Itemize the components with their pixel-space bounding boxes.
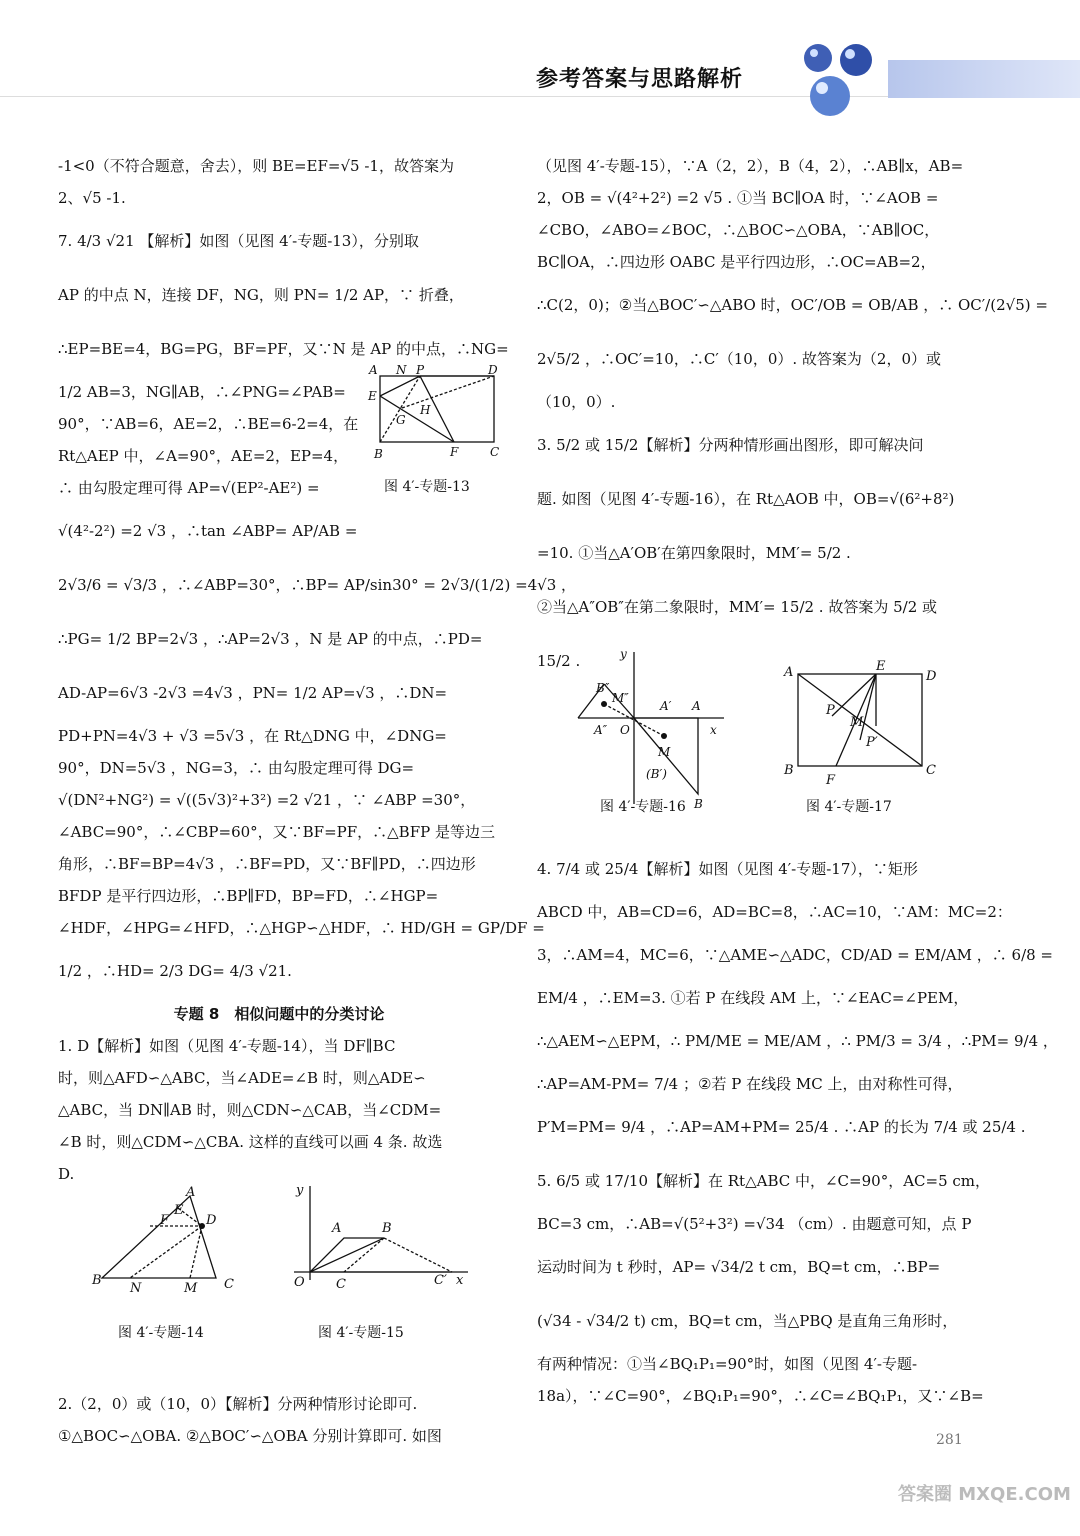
text-line: -1<0（不符合题意，舍去），则 BE=EF=√5 -1，故答案为 bbox=[58, 157, 454, 175]
text-line: BC∥OA，∴四边形 OABC 是平行四边形，∴OC=AB=2， bbox=[537, 253, 936, 271]
fig16-label: B″ bbox=[596, 681, 610, 695]
fig13-label: P bbox=[416, 363, 425, 377]
fig17-label: D bbox=[926, 669, 937, 684]
text-line: 2.（2，0）或（10，0）【解析】分两种情形讨论即可. bbox=[58, 1395, 418, 1413]
text-line: AD-AP=6√3 -2√3 =4√3 ，PN= 1/2 AP=√3 ，∴DN= bbox=[58, 684, 448, 702]
fig16-label: A′ bbox=[660, 699, 672, 713]
fig14-label: C bbox=[224, 1277, 234, 1292]
text-line: BC=3 cm，∴AB=√(5²+3²) =√34 （cm）. 由题意可知，点 P bbox=[537, 1215, 972, 1233]
text-line: ∠CBO，∠ABO=∠BOC，∴△BOC∽△OBA，∵AB∥OC， bbox=[537, 221, 940, 239]
section-title: 专题 8 相似问题中的分类讨论 bbox=[173, 1005, 385, 1023]
text-line: 有两种情况：①当∠BQ₁P₁=90°时，如图（见图 4′-专题- bbox=[537, 1355, 918, 1373]
watermark: 答案圈 MXQE.COM bbox=[898, 1484, 1071, 1505]
fig13-label: E bbox=[368, 389, 377, 403]
text-line: ①△BOC∽△OBA. ②△BOC′∽△OBA 分别计算即可. 如图 bbox=[58, 1427, 442, 1445]
text-line: 4. 7/4 或 25/4【解析】如图（见图 4′-专题-17），∵矩形 bbox=[537, 860, 918, 878]
text-line: AP 的中点 N，连接 DF，NG，则 PN= 1/2 AP，∵ 折叠， bbox=[58, 286, 464, 304]
figure-14 bbox=[90, 1186, 250, 1296]
text-line: BFDP 是平行四边形，∴BP∥FD，BP=FD，∴∠HGP= bbox=[58, 887, 439, 905]
fig17-label: B bbox=[784, 763, 794, 778]
figure-16-caption: 图 4′-专题-16 bbox=[600, 799, 686, 815]
text-line: ∠HDF，∠HPG=∠HFD，∴△HGP∽△HDF，∴ HD/GH = GP/DF = bbox=[58, 919, 545, 937]
text-line: ∴PG= 1/2 BP=2√3 ，∴AP=2√3 ，N 是 AP 的中点，∴PD= bbox=[58, 630, 483, 648]
text-line: ∴C(2，0)；②当△BOC′∽△ABO 时，OC′/OB = OB/AB ，∴ OC′/(2√5) = bbox=[537, 296, 1048, 314]
figure-15 bbox=[284, 1180, 474, 1290]
fig16-label: x bbox=[710, 723, 717, 737]
text-line: 7. 4/3 √21 【解析】如图（见图 4′-专题-13），分别取 bbox=[58, 232, 419, 250]
fig16-label: M″ bbox=[612, 691, 629, 705]
fig16-label: B bbox=[694, 797, 703, 811]
fig15-label: A bbox=[332, 1221, 342, 1236]
text-line: （10，0）. bbox=[537, 393, 616, 411]
fig13-label: N bbox=[396, 363, 407, 377]
text-line: ∴AP=AM-PM= 7/4 ；②若 P 在线段 MC 上，由对称性可得， bbox=[537, 1075, 963, 1093]
fig17-label: P bbox=[826, 703, 835, 718]
fig13-label: H bbox=[420, 403, 431, 417]
fig14-label: M bbox=[184, 1281, 198, 1296]
fig13-label: G bbox=[396, 413, 406, 427]
text-line: √(4²-2²) =2 √3 ，∴tan ∠ABP= AP/AB = bbox=[58, 522, 358, 540]
figure-15-caption: 图 4′-专题-15 bbox=[318, 1325, 404, 1341]
fig16-label: (B′) bbox=[646, 767, 667, 781]
text-line: ②当△A″OB″在第二象限时，MM′= 15/2 . 故答案为 5/2 或 bbox=[537, 598, 938, 616]
fig17-label: A bbox=[784, 665, 794, 680]
text-line: 角形，∴BF=BP=4√3 ，∴BF=PD，又∵BF∥PD，∴四边形 bbox=[58, 855, 476, 873]
text-line: △ABC，当 DN∥AB 时，则△CDN∽△CAB，当∠CDM= bbox=[58, 1101, 442, 1119]
figure-13-caption: 图 4′-专题-13 bbox=[384, 479, 470, 495]
fig14-label: D bbox=[206, 1213, 217, 1228]
text-line: 3，∴AM=4，MC=6，∵△AME∽△ADC，CD/AD = EM/AM ，∴ 6/8 = bbox=[537, 946, 1053, 964]
figure-13 bbox=[366, 362, 502, 472]
text-line: 2√5/2 ，∴OC′=10，∴C′（10，0）. 故答案为（2，0）或 bbox=[537, 350, 941, 368]
fig14-label: B bbox=[92, 1273, 102, 1288]
fig14-label: N bbox=[130, 1281, 142, 1296]
text-line: =10. ①当△A′OB′在第四象限时，MM′= 5/2 . bbox=[537, 544, 851, 562]
text-line: Rt△AEP 中，∠A=90°，AE=2，EP=4， bbox=[58, 447, 349, 465]
text-line: 1/2 AB=3，NG∥AB，∴∠PNG=∠PAB= bbox=[58, 383, 346, 401]
text-line: 2，OB = √(4²+2²) =2 √5 . ①当 BC∥OA 时，∵∠AOB = bbox=[537, 189, 939, 207]
fig16-label: O bbox=[620, 723, 630, 737]
figure-17-caption: 图 4′-专题-17 bbox=[806, 799, 892, 815]
page-header-title: 参考答案与思路解析 bbox=[536, 67, 744, 92]
figure-17 bbox=[780, 656, 950, 796]
text-line: 1/2 ，∴HD= 2/3 DG= 4/3 √21. bbox=[58, 962, 292, 980]
text-line: 90°，∵AB=6，AE=2，∴BE=6-2=4，在 bbox=[58, 415, 359, 433]
fig15-label: B bbox=[382, 1221, 392, 1236]
figure-16 bbox=[574, 644, 734, 812]
text-line: 时，则△AFD∽△ABC，当∠ADE=∠B 时，则△ADE∽ bbox=[58, 1069, 426, 1087]
text-line: 2√3/6 = √3/3 ，∴∠ABP=30°，∴BP= AP/sin30° = 2√3/(1/2) =4√3 ， bbox=[58, 576, 577, 594]
text-line: 18a），∵∠C=90°，∠BQ₁P₁=90°，∴∠C=∠BQ₁P₁，又∵∠B= bbox=[537, 1387, 984, 1405]
text-line: （见图 4′-专题-15），∵A（2，2），B（4，2），∴AB∥x，AB= bbox=[537, 157, 964, 175]
text-line: (√34 - √34/2 t) cm，BQ=t cm，当△PBQ 是直角三角形时， bbox=[537, 1312, 958, 1330]
text-line: 5. 6/5 或 17/10【解析】在 Rt△ABC 中，∠C=90°，AC=5 cm， bbox=[537, 1172, 991, 1190]
text-line: P′M=PM= 9/4 ，∴AP=AM+PM= 25/4 . ∴AP 的长为 7/4 或 25/4 . bbox=[537, 1118, 1026, 1136]
fig14-label: A bbox=[186, 1185, 196, 1200]
fig16-label: M bbox=[658, 745, 671, 759]
fig17-label: E bbox=[876, 659, 886, 674]
fig13-label: C bbox=[490, 445, 500, 459]
fig13-label: A bbox=[369, 363, 378, 377]
text-line: ∴△AEM∽△EPM，∴ PM/ME = ME/AM ，∴ PM/3 = 3/4 ，∴PM= 9/4 ， bbox=[537, 1032, 1058, 1050]
fig15-label: y bbox=[296, 1183, 304, 1198]
text-line: ∴ 由勾股定理可得 AP=√(EP²-AE²) = bbox=[58, 479, 320, 497]
fig13-label: F bbox=[450, 445, 459, 459]
text-line: 题. 如图（见图 4′-专题-16），在 Rt△AOB 中，OB=√(6²+8²) bbox=[537, 490, 955, 508]
text-line: 1. D【解析】如图（见图 4′-专题-14），当 DF∥BC bbox=[58, 1037, 396, 1055]
fig15-label: O bbox=[294, 1275, 305, 1290]
fig16-label: y bbox=[620, 647, 627, 661]
text-line: √(DN²+NG²) = √((5√3)²+3²) =2 √21 ，∵ ∠ABP =30°， bbox=[58, 791, 476, 809]
text-line: ∴EP=BE=4，BG=PG，BF=PF，又∵N 是 AP 的中点，∴NG= bbox=[58, 340, 509, 358]
text-line: PD+PN=4√3 + √3 =5√3 ，在 Rt△DNG 中，∠DNG= bbox=[58, 727, 447, 745]
fig17-label: M bbox=[850, 715, 864, 730]
fig15-label: x bbox=[456, 1273, 464, 1288]
text-line: D. bbox=[58, 1165, 75, 1183]
fig17-label: F bbox=[826, 773, 836, 788]
header-accent-bar bbox=[888, 60, 1080, 98]
text-line: 3. 5/2 或 15/2【解析】分两种情形画出图形，即可解决问 bbox=[537, 436, 924, 454]
right-lower-text bbox=[537, 842, 1058, 1412]
fig14-label: E bbox=[174, 1203, 184, 1218]
text-line: 15/2 . bbox=[537, 652, 581, 670]
text-line: ∠B 时，则△CDM∽△CBA. 这样的直线可以画 4 条. 故选 bbox=[58, 1133, 443, 1151]
fig17-label: P′ bbox=[866, 735, 878, 750]
text-line: ∠ABC=90°，∴∠CBP=60°，又∵BF=PF，∴△BFP 是等边三 bbox=[58, 823, 495, 841]
planet-decoration-icon bbox=[788, 38, 888, 128]
left-bottom-text bbox=[58, 1388, 500, 1452]
text-line: 运动时间为 t 秒时，AP= √34/2 t cm，BQ=t cm，∴BP= bbox=[537, 1258, 941, 1276]
text-line: EM/4 ，∴EM=3. ①若 P 在线段 AM 上，∵∠EAC=∠PEM， bbox=[537, 989, 969, 1007]
page-number: 281 bbox=[936, 1432, 963, 1448]
figure-14-caption: 图 4′-专题-14 bbox=[118, 1325, 204, 1341]
fig15-label: C′ bbox=[434, 1273, 447, 1288]
fig17-label: C bbox=[926, 763, 936, 778]
right-column bbox=[537, 150, 1048, 688]
fig16-label: A″ bbox=[594, 723, 608, 737]
fig13-label: B bbox=[374, 447, 383, 461]
fig16-label: A bbox=[692, 699, 701, 713]
fig15-label: C bbox=[336, 1277, 346, 1292]
text-line: ABCD 中，AB=CD=6，AD=BC=8，∴AC=10，∵AM：MC=2： bbox=[537, 903, 1012, 921]
text-line: 2、√5 -1. bbox=[58, 189, 126, 207]
fig13-label: D bbox=[488, 363, 498, 377]
text-line: 90°，DN=5√3 ，NG=3，∴ 由勾股定理可得 DG= bbox=[58, 759, 415, 777]
fig14-label: F bbox=[160, 1213, 170, 1228]
